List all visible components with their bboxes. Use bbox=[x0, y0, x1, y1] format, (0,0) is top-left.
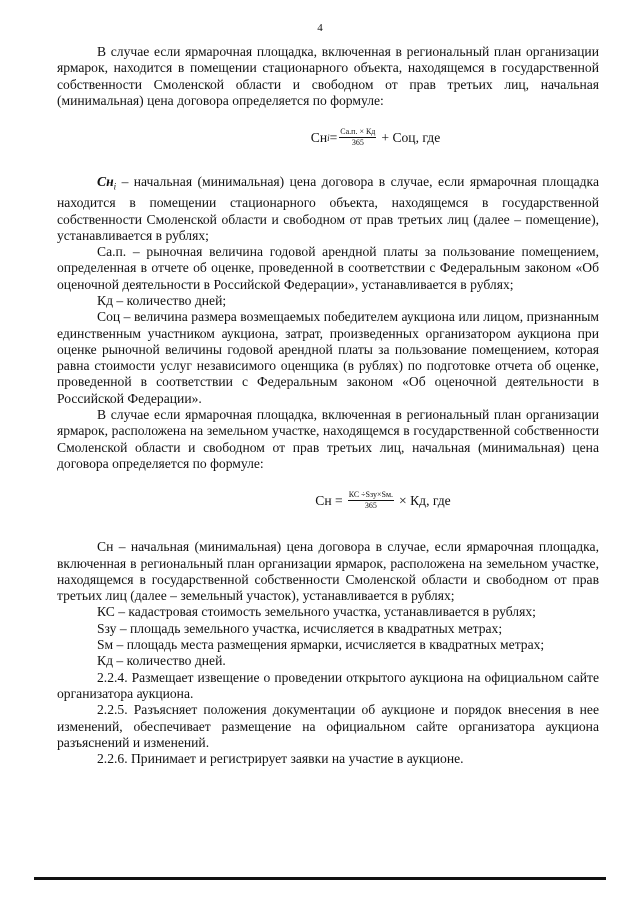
formula-1-eq: = bbox=[329, 129, 338, 145]
paragraph-definition-kd-2: Кд – количество дней. bbox=[97, 653, 226, 669]
formula-1-numerator: Са.п. × Кд bbox=[340, 127, 376, 137]
page-number: 4 bbox=[317, 22, 323, 34]
formula-2-lhs: Сн = bbox=[315, 492, 343, 508]
paragraph-definition-sn-land: Сн – начальная (минимальная) цена договора в случае, если ярмарочная площадка, включенная в региональный план организации ярмарок, расположена на земельном участке, находящемся в государственной собственности Смоленской области и свободном от прав третьих лиц (далее – земельный участок), устанавливается в рублях; bbox=[57, 539, 599, 604]
document-body bbox=[57, 44, 599, 767]
paragraph-intro-1: В случае если ярмарочная площадка, включенная в региональный план организации ярмарок, находится в помещении стационарного объекта, находящемся в государственной собственности Смоленской области и свободном от прав третьих лиц, начальная (минимальная) цена договора определяется по формуле: bbox=[57, 44, 599, 108]
paragraph-definition-sm: Sм – площадь места размещения ярмарки, исчисляется в квадратных метрах; bbox=[97, 637, 545, 653]
paragraph-clause-2-2-6: 2.2.6. Принимает и регистрирует заявки на участие в аукционе. bbox=[97, 751, 464, 767]
formula-1-tail: + Соц, где bbox=[381, 129, 441, 145]
formula-2-denominator: 365 bbox=[364, 501, 377, 511]
symbol-sn: Сн bbox=[97, 174, 114, 190]
symbol-sn-sub: i bbox=[113, 181, 117, 192]
paragraph-clause-2-2-4: 2.2.4. Размещает извещение о проведении открытого аукциона на официальном сайте организатора аукциона. bbox=[57, 669, 599, 701]
formula-1-lhs: Сн bbox=[310, 129, 328, 145]
formula-1-denominator: 365 bbox=[351, 138, 364, 148]
definition-sn-text: – начальная (минимальная) цена договора в случае, если ярмарочная площадка находится в помещении стационарного объекта, находящемся в государственной собственности Смоленской области и свободном от прав третьих лиц (далее – помещение), устанавливается в рублях; bbox=[57, 174, 599, 243]
formula-1-fraction bbox=[339, 127, 376, 148]
paragraph-intro-2: В случае если ярмарочная площадка, включенная в региональный план организации ярмарок, расположена на земельном участке, находящемся в государственной собственности Смоленской области и свободном от прав третьих лиц, начальная (минимальная) цена договора определяется по формуле: bbox=[57, 407, 599, 471]
paragraph-definition-soc: Соц – величина размера возмещаемых победителем аукциона или лицом, признанным единственным участником аукциона, затрат, произведенных организатором аукциона при оценке рыночной величины годовой арендной платы за пользование помещением, которая равна стоимости услуг независимого оценщика (в рублях) по подготовке отчета об оценке, проведенной в соответствии с Федеральным законом «Об оценочной деятельности в Российской Федерации». bbox=[57, 309, 599, 406]
formula-1 bbox=[152, 127, 599, 148]
formula-1-lhs-sub: i bbox=[327, 132, 330, 143]
footer-rule bbox=[34, 877, 606, 880]
formula-2-fraction bbox=[348, 490, 394, 511]
paragraph-definition-ks: КС – кадастровая стоимость земельного участка, устанавливается в рублях; bbox=[97, 604, 536, 620]
formula-2 bbox=[167, 490, 599, 511]
paragraph-definition-kd: Кд – количество дней; bbox=[97, 292, 227, 308]
paragraph-definition-sn bbox=[57, 174, 599, 244]
paragraph-clause-2-2-5: 2.2.5. Разъясняет положения документации об аукционе и порядок внесения в нее изменений, обеспечивает размещение на официальном сайте организатора аукциона разъяснений и изменений. bbox=[57, 702, 599, 750]
paragraph-definition-szu: Sзу – площадь земельного участка, исчисляется в квадратных метрах; bbox=[97, 620, 503, 636]
paragraph-definition-sap: Са.п. – рыночная величина годовой арендной платы за пользование помещением, определенная в отчете об оценке, проведенной в соответствии с Федеральным законом «Об оценочной деятельности в Российской Федерации», устанавливается в рублях; bbox=[57, 244, 599, 292]
formula-2-numerator: КС ÷Sзу×Sм. bbox=[348, 490, 394, 500]
formula-2-tail: × Кд, где bbox=[399, 492, 451, 508]
